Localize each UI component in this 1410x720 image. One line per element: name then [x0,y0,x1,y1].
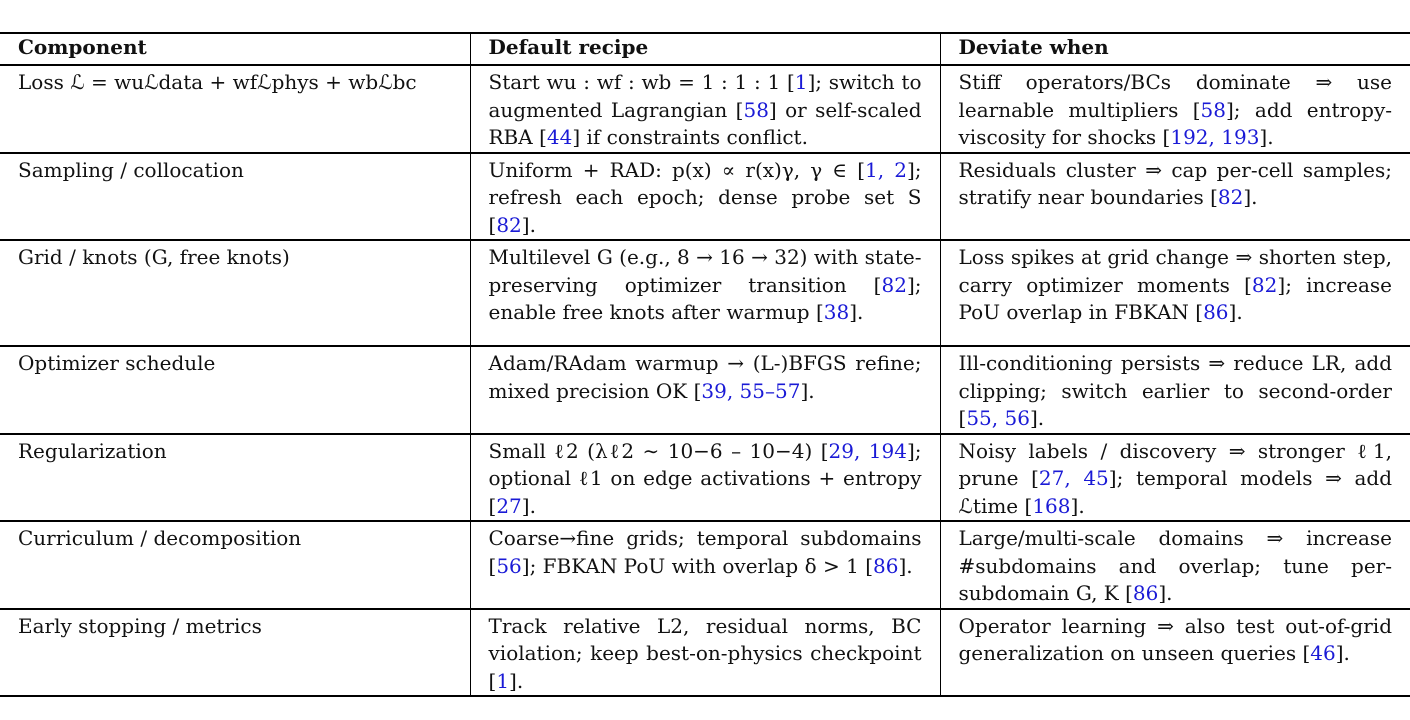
header-component: Component [0,33,470,65]
citation-link[interactable]: 1 [794,70,808,94]
component-cell: Loss ℒ = wuℒdata + wfℒphys + wbℒbc [0,65,470,153]
deviate-cell: Stiff operators/BCs dominate ⇒ use learnable multipliers [58]; add entropy-viscosity for shocks [192, 193]. [940,65,1410,153]
citation-link[interactable]: 168 [1032,493,1071,518]
recipe-cell: Multilevel G (e.g., 8 → 16 → 32) with state-preserving optimizer transition [82]; enable free knots after warmup [38]. [470,240,940,346]
component-cell: Sampling / collocation [0,153,470,241]
citation-link[interactable]: 86 [873,553,899,578]
recipe-cell: Coarse→fine grids; temporal subdomains [56]; FBKAN PoU with overlap δ > 1 [86]. [470,521,940,609]
recipe-cell: Adam/RAdam warmup → (L-)BFGS refine; mixed precision OK [39, 55–57]. [470,346,940,434]
citation-link[interactable]: 56 [496,553,522,578]
citation-link[interactable]: 58 [743,97,769,122]
component-cell: Curriculum / decomposition [0,521,470,609]
table-row [0,240,1410,346]
header-default-recipe: Default recipe [470,33,940,65]
recipe-cell: Uniform + RAD: p(x) ∝ r(x)γ, γ ∈ [1, 2]; refresh each epoch; dense probe set S [82]. [470,153,940,241]
citation-link[interactable]: 44 [546,125,573,149]
citation-link[interactable]: 38 [823,300,850,324]
citation-link[interactable]: 82 [496,212,522,237]
header-row [0,33,1410,65]
component-cell: Optimizer schedule [0,346,470,434]
citation-link[interactable]: 192, 193 [1170,125,1260,149]
recipe-cell: Small ℓ2 (λℓ2 ∼ 10−6 – 10−4) [29, 194]; optional ℓ1 on edge activations + entropy [27]. [470,434,940,522]
recipe-cell: Start wu : wf : wb = 1 : 1 : 1 [1]; switch to augmented Lagrangian [58] or self-scaled RBA [44] if constraints conflict. [470,65,940,153]
recipe-table [0,32,1410,697]
table-row [0,434,1410,522]
citation-link[interactable]: 46 [1310,641,1336,665]
deviate-cell: Noisy labels / discovery ⇒ stronger ℓ1, prune [27, 45]; temporal models ⇒ add ℒtime [168]. [940,434,1410,522]
citation-link[interactable]: 86 [1203,300,1229,324]
table-body [0,65,1410,696]
citation-link[interactable]: 39, 55–57 [701,378,801,403]
citation-link[interactable]: 1, 2 [865,157,907,182]
citation-link[interactable]: 82 [1251,272,1278,297]
table-row [0,65,1410,153]
citation-link[interactable]: 82 [881,272,907,297]
recipe-cell: Track relative L2, residual norms, BC violation; keep best-on-physics checkpoint [1]. [470,609,940,697]
citation-link[interactable]: 82 [1217,185,1244,209]
table-row [0,521,1410,609]
table-row [0,153,1410,241]
citation-link[interactable]: 55, 56 [966,406,1030,430]
citation-link[interactable]: 58 [1200,97,1226,122]
deviate-cell: Ill-conditioning persists ⇒ reduce LR, add clipping; switch earlier to second-order [55, 56]. [940,346,1410,434]
deviate-cell: Loss spikes at grid change ⇒ shorten step, carry optimizer moments [82]; increase PoU overlap in FBKAN [86]. [940,240,1410,346]
citation-link[interactable]: 1 [496,668,510,693]
component-cell: Early stopping / metrics [0,609,470,697]
deviate-cell: Large/multi-scale domains ⇒ increase #subdomains and overlap; tune per-subdomain G, K [86]. [940,521,1410,609]
citation-link[interactable]: 29, 194 [828,438,907,463]
table-header [0,33,1410,65]
deviate-cell: Operator learning ⇒ also test out-of-grid generalization on unseen queries [46]. [940,609,1410,697]
citation-link[interactable]: 27 [496,493,522,518]
component-cell: Grid / knots (G, free knots) [0,240,470,346]
citation-link[interactable]: 86 [1132,581,1159,605]
table-row [0,609,1410,697]
header-deviate-when: Deviate when [940,33,1410,65]
table-row [0,346,1410,434]
component-cell: Regularization [0,434,470,522]
citation-link[interactable]: 27, 45 [1038,466,1109,490]
deviate-cell: Residuals cluster ⇒ cap per-cell samples; stratify near boundaries [82]. [940,153,1410,241]
